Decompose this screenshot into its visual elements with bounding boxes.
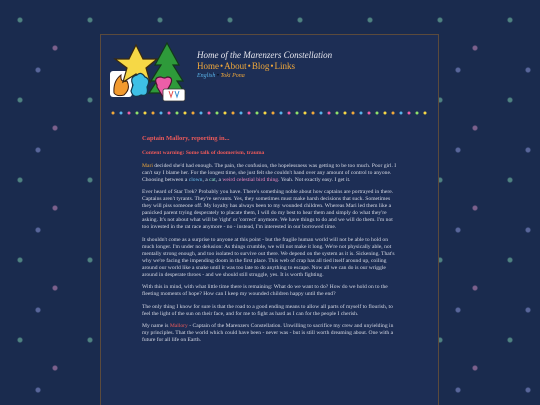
text-span: - Captain of the Marenzers Constellation. Unwilling to sacrifice my crew and unyielding in my principles. That the world which could have been - never was - but is still worth dreaming about. One with a future for all life on Earth. — [142, 323, 394, 343]
star-divider — [109, 109, 431, 117]
nav-home[interactable]: Home — [197, 61, 219, 71]
nav-separator: • — [270, 61, 274, 71]
blog-post — [142, 135, 400, 350]
content-warning: Content warning: Some talk of doomerism, trauma — [142, 150, 265, 156]
page-container — [100, 34, 439, 405]
text-span: , a — [215, 176, 223, 183]
text-span: decided she'd had enough. The pain, the confusion, the hopelessness was getting to be too much. Poor girl. I can't say I blame her. For the longest time, she just felt she couldn't hand over any amount of control to anyone. Choosing between a — [142, 162, 397, 183]
post-paragraph — [142, 323, 400, 344]
nav-separator: • — [247, 61, 251, 71]
link-bird[interactable]: weird celestial bird thing — [222, 176, 279, 183]
name-mari: Mari — [142, 162, 153, 169]
link-clown[interactable]: clown — [188, 176, 203, 183]
nav-separator: • — [220, 61, 224, 71]
site-logo — [109, 41, 191, 105]
text-span: , a — [202, 176, 210, 183]
text-span: My name is — [142, 323, 170, 329]
nav-links[interactable]: Links — [274, 61, 295, 71]
main-nav — [197, 61, 295, 71]
link-cat[interactable]: cat — [209, 176, 216, 183]
post-paragraph: It shouldn't come as a surprise to anyone at this point - but the fragile human world will not be able to hold on much longer. I'm under no delusion: As things crumble, we will not make it long. We're not physically able, not mentally strong enough, and too isolated to survive out there. We depend on the system as it is. Sickening. That's why we're facing the impending doom in the first place. This web of crap has all tied itself around up, coiling around our world like a snake until it was too late to do anything to escape. Now all we can do is our wriggle around in desperate throes - and we should still struggle, yes. It is worth fighting. — [142, 236, 395, 278]
post-paragraph — [142, 163, 400, 184]
site-title: Home of the Marenzers Constellation — [197, 50, 333, 60]
post-paragraph: Ever heard of Star Trek? Probably you have. There's something noble about how captains are portrayed in there. Captains aren't tyrants. They're servants. Yes, they sometimes must make harsh decisions that suck. Sometimes they will piss someone off. My loyalty has always been to my wounded children. Whereas Mari led them like a panicked parent trying desperately to placate them, I will do my best to hear them and simply do what they're asking. It's not about what will be 'right' or 'correct' anymore. We have things to do and we will do them. I'm not too invested in the rat race anymore - no - instead, I'm interested in our borrowed time. — [142, 189, 394, 230]
nav-about[interactable]: About — [224, 61, 247, 71]
post-title: Captain Mallory, reporting in... — [142, 135, 230, 142]
lang-toki-pona[interactable]: Toki Pona — [220, 73, 245, 79]
name-mallory: Mallory — [169, 323, 188, 329]
nav-blog[interactable]: Blog — [251, 61, 270, 71]
language-switcher: English • Toki Pona — [197, 73, 245, 79]
post-paragraph: The only thing I know for sure is that the road to a good ending means to allow all parts of myself to flourish, to feel the light of the sun on their face, and for me to fight as hard as I can for the people I cherish. — [142, 303, 393, 317]
post-paragraph: With this in mind, with what little time there is remaining: What do we want to do? How do we hold on to the fleeting moments of hope? How can I keep my wounded children happy until the end? — [142, 284, 388, 297]
text-span: . Yeah. Not exactly easy. I get it. — [278, 176, 351, 183]
lang-english[interactable]: English — [197, 73, 216, 79]
